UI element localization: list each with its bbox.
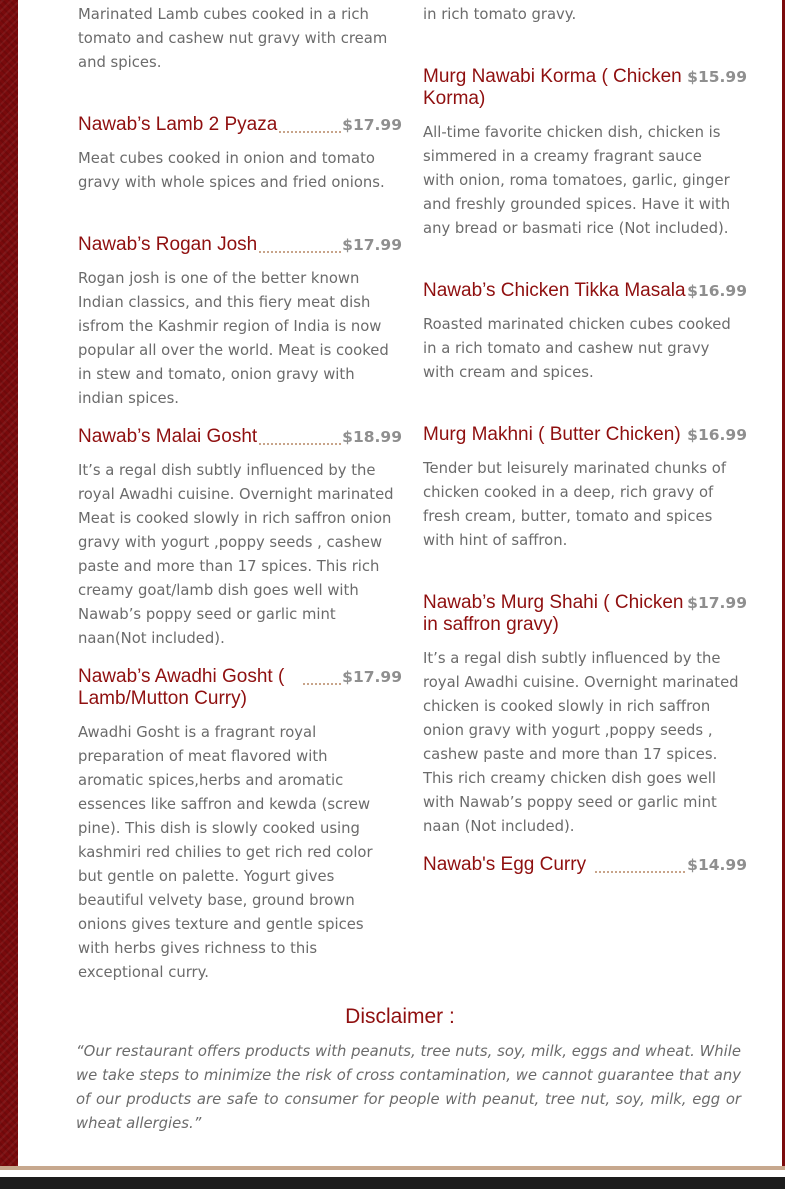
menu-item-description: Meat cubes cooked in onion and tomato gravy with whole spices and fried onions. — [78, 150, 385, 191]
menu-page — [18, 0, 782, 1166]
menu-item-chicken-tikka-masala — [423, 280, 747, 302]
menu-item-description: Tender but leisurely marinated chunks of chicken cooked in a deep, rich gravy of fresh cream, butter, tomato and spices with hint of saffron. — [423, 460, 727, 549]
menu-item-price: $18.99 — [342, 428, 402, 446]
menu-item-price: $17.99 — [342, 236, 402, 254]
menu-item-title: Nawab’s Chicken Tikka Masala — [423, 280, 686, 301]
menu-item-price: $16.99 — [687, 426, 747, 444]
menu-item-description: Rogan josh is one of the better known Indian classics, and this fiery meat dish isfrom the Kashmir region of India is now popular all over the world. Meat is cooked in stew and tomato, onion gravy with indian spices. — [78, 270, 389, 407]
menu-item-title: Murg Makhni ( Butter Chicken) — [423, 424, 681, 445]
menu-item-lamb-2-pyaza — [78, 114, 402, 136]
menu-item-murg-makhni — [423, 424, 747, 446]
menu-item-murg-nawabi-korma — [423, 66, 747, 110]
menu-item-price: $14.99 — [687, 856, 747, 874]
footer-bar — [0, 1170, 785, 1189]
menu-item-description: Marinated Lamb cubes cooked in a rich tomato and cashew nut gravy with cream and spices. — [78, 6, 388, 71]
menu-item-title: Nawab’s Rogan Josh — [78, 234, 258, 255]
menu-item-title: Nawab's Egg Curry — [423, 854, 587, 875]
menu-item-price: $17.99 — [342, 668, 402, 686]
disclaimer-title: Disclaimer : — [345, 1005, 455, 1028]
menu-item-description: in rich tomato gravy. — [423, 6, 577, 23]
disclaimer-text: “Our restaurant offers products with peanuts, tree nuts, soy, milk, eggs and wheat. While we take steps to minimize the risk of cross contamination, we cannot guarantee that any of our products are safe to consumer for people with peanut, tree nut, soy, milk, egg or wheat allergies.” — [76, 1043, 741, 1132]
menu-item-title: Nawab’s Lamb 2 Pyaza — [78, 114, 278, 135]
footer-strip — [0, 1177, 785, 1189]
menu-item-title: Nawab’s Murg Shahi ( Chicken in saffron gravy) — [423, 592, 705, 636]
menu-item-title: Murg Nawabi Korma ( Chicken Korma) — [423, 66, 697, 110]
menu-item-price: $17.99 — [687, 594, 747, 612]
menu-item-description: Roasted marinated chicken cubes cooked in a rich tomato and cashew nut gravy with cream and spices. — [423, 316, 731, 381]
menu-item-price: $17.99 — [342, 116, 402, 134]
menu-item-price: $16.99 — [687, 282, 747, 300]
menu-item-rogan-josh — [78, 234, 402, 256]
menu-item-egg-curry — [423, 854, 747, 876]
menu-item-awadhi-gosht — [78, 666, 402, 710]
menu-item-description: It’s a regal dish subtly influenced by the royal Awadhi cuisine. Overnight marinated Meat is cooked slowly in rich saffron onion gravy with yogurt ,poppy seeds , cashew paste and more than 17 spices. This rich creamy goat/lamb dish goes well with Nawab’s poppy seed or garlic mint naan(Not included). — [78, 462, 394, 647]
menu-item-description: All-time favorite chicken dish, chicken is simmered in a creamy fragrant sauce with onion, roma tomatoes, garlic, ginger and freshly grounded spices. Have it with any bread or basmati rice (Not included). — [423, 124, 731, 237]
menu-item-price: $15.99 — [687, 68, 747, 86]
menu-item-title: Nawab’s Malai Gosht — [78, 426, 258, 447]
dot-leader — [595, 871, 693, 873]
left-decorative-border — [0, 0, 18, 1166]
menu-item-murg-shahi — [423, 592, 747, 636]
menu-item-malai-gosht — [78, 426, 402, 448]
menu-item-title: Nawab’s Awadhi Gosht ( Lamb/Mutton Curry) — [78, 666, 302, 710]
menu-item-description: It’s a regal dish subtly influenced by the royal Awadhi cuisine. Overnight marinated chicken is cooked slowly in rich saffron onion gravy with yogurt ,poppy seeds , cashew paste and more than 17 spices. This rich creamy chicken dish goes well with Nawab’s poppy seed or garlic mint naan (Not included). — [423, 650, 739, 835]
menu-item-description: Awadhi Gosht is a fragrant royal preparation of meat flavored with aromatic spices,herbs and aromatic essences like saffron and kewda (screw pine). This dish is slowly cooked using kashmiri red chilies to get rich red color but gentle on palette. Yogurt gives beautiful velvety base, ground brown onions gives texture and gentle spices with herbs gives richness to this exceptional curry. — [78, 724, 373, 981]
